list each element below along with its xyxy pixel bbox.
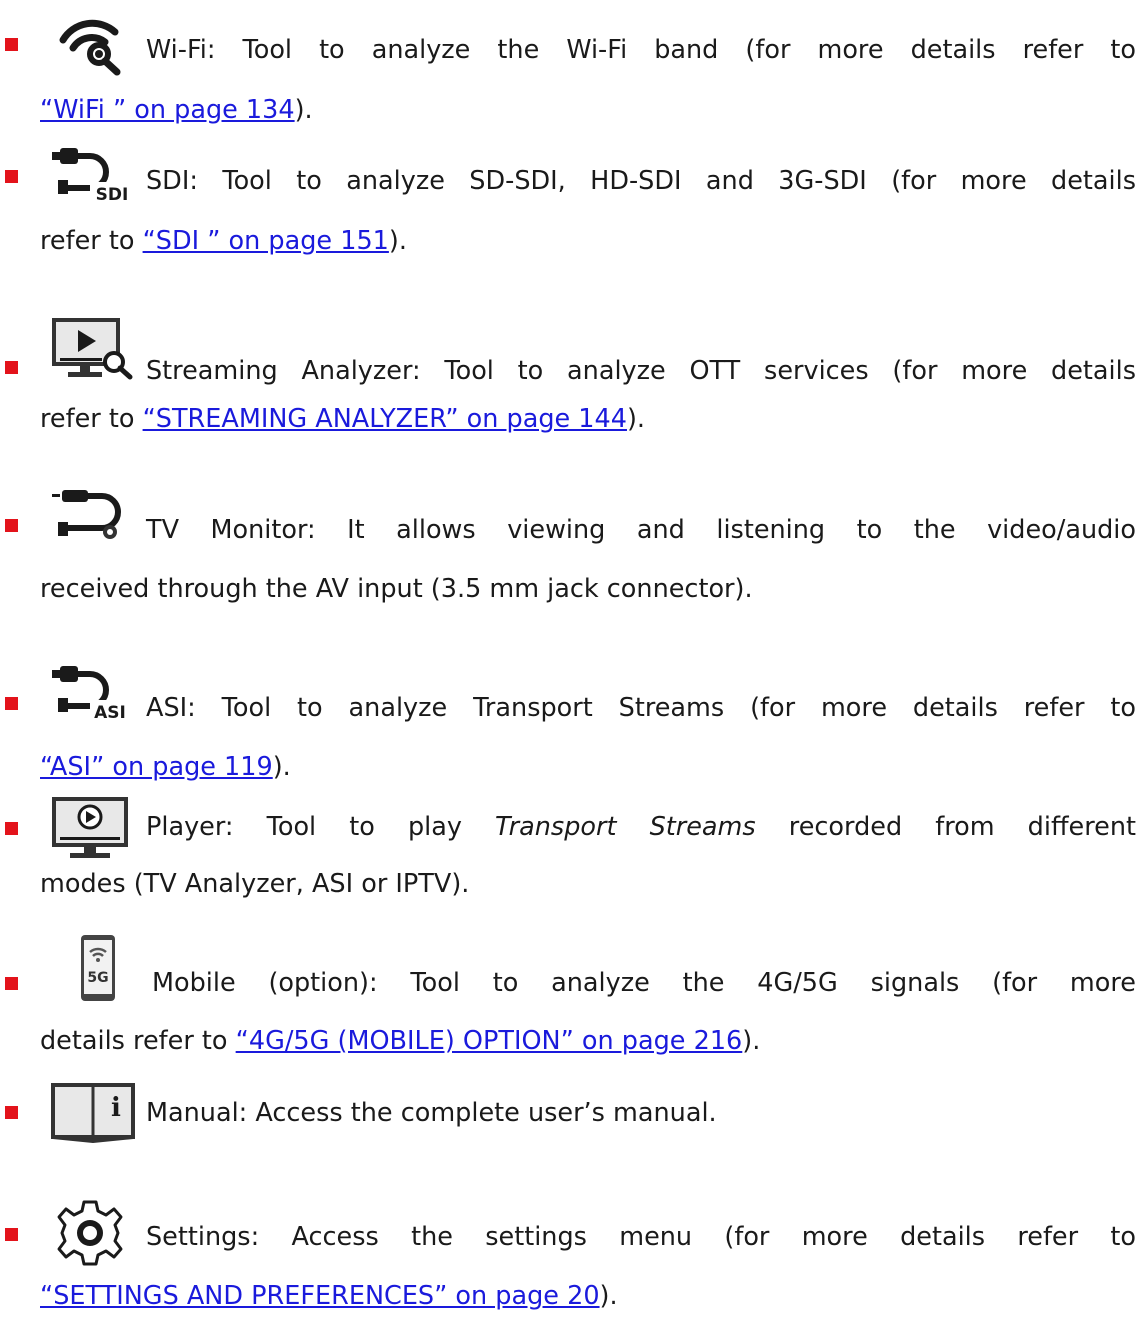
page-reference-link[interactable]: “WiFi ” on page 134 xyxy=(40,95,295,125)
page-reference-link[interactable]: “4G/5G (MOBILE) OPTION” on page 216 xyxy=(235,1026,743,1056)
item-name: Streaming Analyzer xyxy=(146,356,412,386)
settings-gear-icon[interactable] xyxy=(48,1199,132,1267)
bullet-marker xyxy=(5,977,18,990)
page-reference-link[interactable]: “SDI ” on page 151 xyxy=(142,226,389,256)
item-line-1: Wi-Fi: Tool to analyze the Wi-Fi band (for more details refer to xyxy=(146,35,1136,65)
item-name: Settings xyxy=(146,1222,251,1252)
player-icon[interactable] xyxy=(50,795,132,861)
item-line-1: Mobile (option): Tool to analyze the 4G/5G signals (for more xyxy=(152,968,1136,998)
item-line-1: TV Monitor: It allows viewing and listening to the video/audio xyxy=(146,515,1136,545)
item-line-2: refer to “SDI ” on page 151). xyxy=(40,226,407,256)
tv-monitor-icon[interactable] xyxy=(50,478,136,542)
item-line-2: modes (TV Analyzer, ASI or IPTV). xyxy=(40,869,470,899)
wifi-search-icon[interactable] xyxy=(55,14,131,76)
item-line-1: Streaming Analyzer: Tool to analyze OTT services (for more details xyxy=(146,356,1136,386)
bullet-marker xyxy=(5,697,18,710)
item-name: TV Monitor xyxy=(146,515,308,545)
bullet-marker xyxy=(5,170,18,183)
svg-text:5G: 5G xyxy=(87,970,109,986)
manual-book-icon[interactable] xyxy=(50,1083,136,1143)
item-name: Manual xyxy=(146,1098,239,1128)
item-line-1: Settings: Access the settings menu (for more details refer to xyxy=(146,1222,1136,1252)
page-reference-link[interactable]: “ASI” on page 119 xyxy=(40,752,273,782)
item-line-2: received through the AV input (3.5 mm jack connector). xyxy=(40,574,753,604)
page-reference-link[interactable]: “SETTINGS AND PREFERENCES” on page 20 xyxy=(40,1281,600,1311)
bullet-marker xyxy=(5,361,18,374)
item-line-2: “ASI” on page 119). xyxy=(40,752,291,782)
page-reference-link[interactable]: “STREAMING ANALYZER” on page 144 xyxy=(142,404,627,434)
item-name: SDI xyxy=(146,166,190,196)
svg-text:ASI: ASI xyxy=(94,703,126,723)
item-line-2: “SETTINGS AND PREFERENCES” on page 20). xyxy=(40,1281,618,1311)
item-line-2: details refer to “4G/5G (MOBILE) OPTION” on page 216). xyxy=(40,1026,761,1056)
bullet-marker xyxy=(5,822,18,835)
bullet-marker xyxy=(5,1228,18,1241)
item-line-1: ASI: Tool to analyze Transport Streams (for more details refer to xyxy=(146,693,1136,723)
item-line-1: Manual: Access the complete user’s manual. xyxy=(146,1098,717,1128)
bullet-marker xyxy=(5,38,18,51)
item-line-2: refer to “STREAMING ANALYZER” on page 144). xyxy=(40,404,646,434)
item-line-1: Player: Tool to play Transport Streams recorded from different xyxy=(146,812,1136,842)
streaming-analyzer-icon[interactable] xyxy=(50,316,134,380)
item-name: ASI xyxy=(146,693,188,723)
item-name: Mobile (option) xyxy=(152,968,369,998)
svg-text:i: i xyxy=(111,1093,121,1123)
item-line-2: “WiFi ” on page 134). xyxy=(40,95,313,125)
sdi-connector-icon[interactable] xyxy=(50,140,138,206)
bullet-marker xyxy=(5,1106,18,1119)
mobile-5g-icon[interactable] xyxy=(80,934,116,1002)
bullet-marker xyxy=(5,519,18,532)
asi-connector-icon[interactable] xyxy=(50,658,138,724)
item-line-1: SDI: Tool to analyze SD-SDI, HD-SDI and 3G-SDI (for more details xyxy=(146,166,1136,196)
svg-text:SDI: SDI xyxy=(95,185,129,205)
item-name: Wi-Fi xyxy=(146,35,207,65)
item-name: Player xyxy=(146,812,225,842)
